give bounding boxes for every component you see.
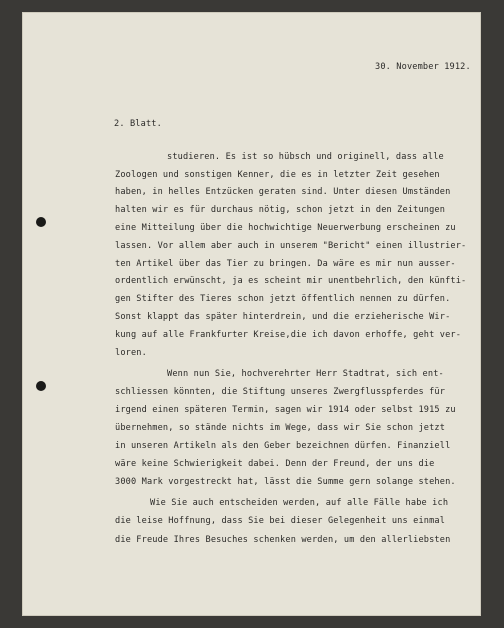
letter-date: 30. November 1912.	[375, 62, 471, 72]
body-line: studieren. Es ist so hübsch und originell, dass alle	[167, 152, 444, 162]
body-line: haben, in helles Entzücken geraten sind. Unter diesen Umständen	[115, 187, 451, 197]
body-line: Zoologen und sonstigen Kenner, die es in letzter Zeit gesehen	[115, 170, 440, 180]
body-line: Wenn nun Sie, hochverehrter Herr Stadtrat, sich ent-	[167, 369, 444, 379]
body-line: die leise Hoffnung, dass Sie bei dieser Gelegenheit uns einmal	[115, 516, 446, 526]
body-line: irgend einen späteren Termin, sagen wir 1914 oder selbst 1915 zu	[115, 405, 456, 415]
body-line: kung auf alle Frankfurter Kreise,die ich davon erhoffe, geht ver-	[115, 330, 462, 340]
body-line: eine Mitteilung über die hochwichtige Neuerwerbung erscheinen zu	[115, 223, 456, 233]
punch-hole-bottom	[36, 381, 46, 391]
body-line: 3000 Mark vorgestreckt hat, lässt die Summe gern solange stehen.	[115, 477, 456, 487]
body-line: ten Artikel über das Tier zu bringen. Da wäre es mir nun ausser-	[115, 259, 456, 269]
body-line: lassen. Vor allem aber auch in unserem "Bericht" einen illustrier-	[115, 241, 467, 251]
letter-page	[22, 12, 481, 616]
body-line: ordentlich erwünscht, ja es scheint mir unentbehrlich, den künfti-	[115, 276, 467, 286]
body-line: gen Stifter des Tieres schon jetzt öffentlich nennen zu dürfen.	[115, 294, 451, 304]
punch-hole-top	[36, 217, 46, 227]
body-line: in unseren Artikeln als den Geber bezeichnen dürfen. Finanziell	[115, 441, 451, 451]
body-line: loren.	[115, 348, 147, 358]
body-line: übernehmen, so stände nichts im Wege, dass wir Sie schon jetzt	[115, 423, 446, 433]
body-line: halten wir es für durchaus nötig, schon jetzt in den Zeitungen	[115, 205, 446, 215]
body-line: Sonst klappt das später hinterdrein, und die erzieherische Wir-	[115, 312, 451, 322]
page-label: 2. Blatt.	[114, 119, 162, 129]
body-line: schliessen könnten, die Stiftung unseres Zwergflusspferdes für	[115, 387, 446, 397]
body-line: Wie Sie auch entscheiden werden, auf alle Fälle habe ich	[150, 498, 449, 508]
body-line: die Freude Ihres Besuches schenken werden, um den allerliebsten	[115, 535, 451, 545]
body-line: wäre keine Schwierigkeit dabei. Denn der Freund, der uns die	[115, 459, 435, 469]
